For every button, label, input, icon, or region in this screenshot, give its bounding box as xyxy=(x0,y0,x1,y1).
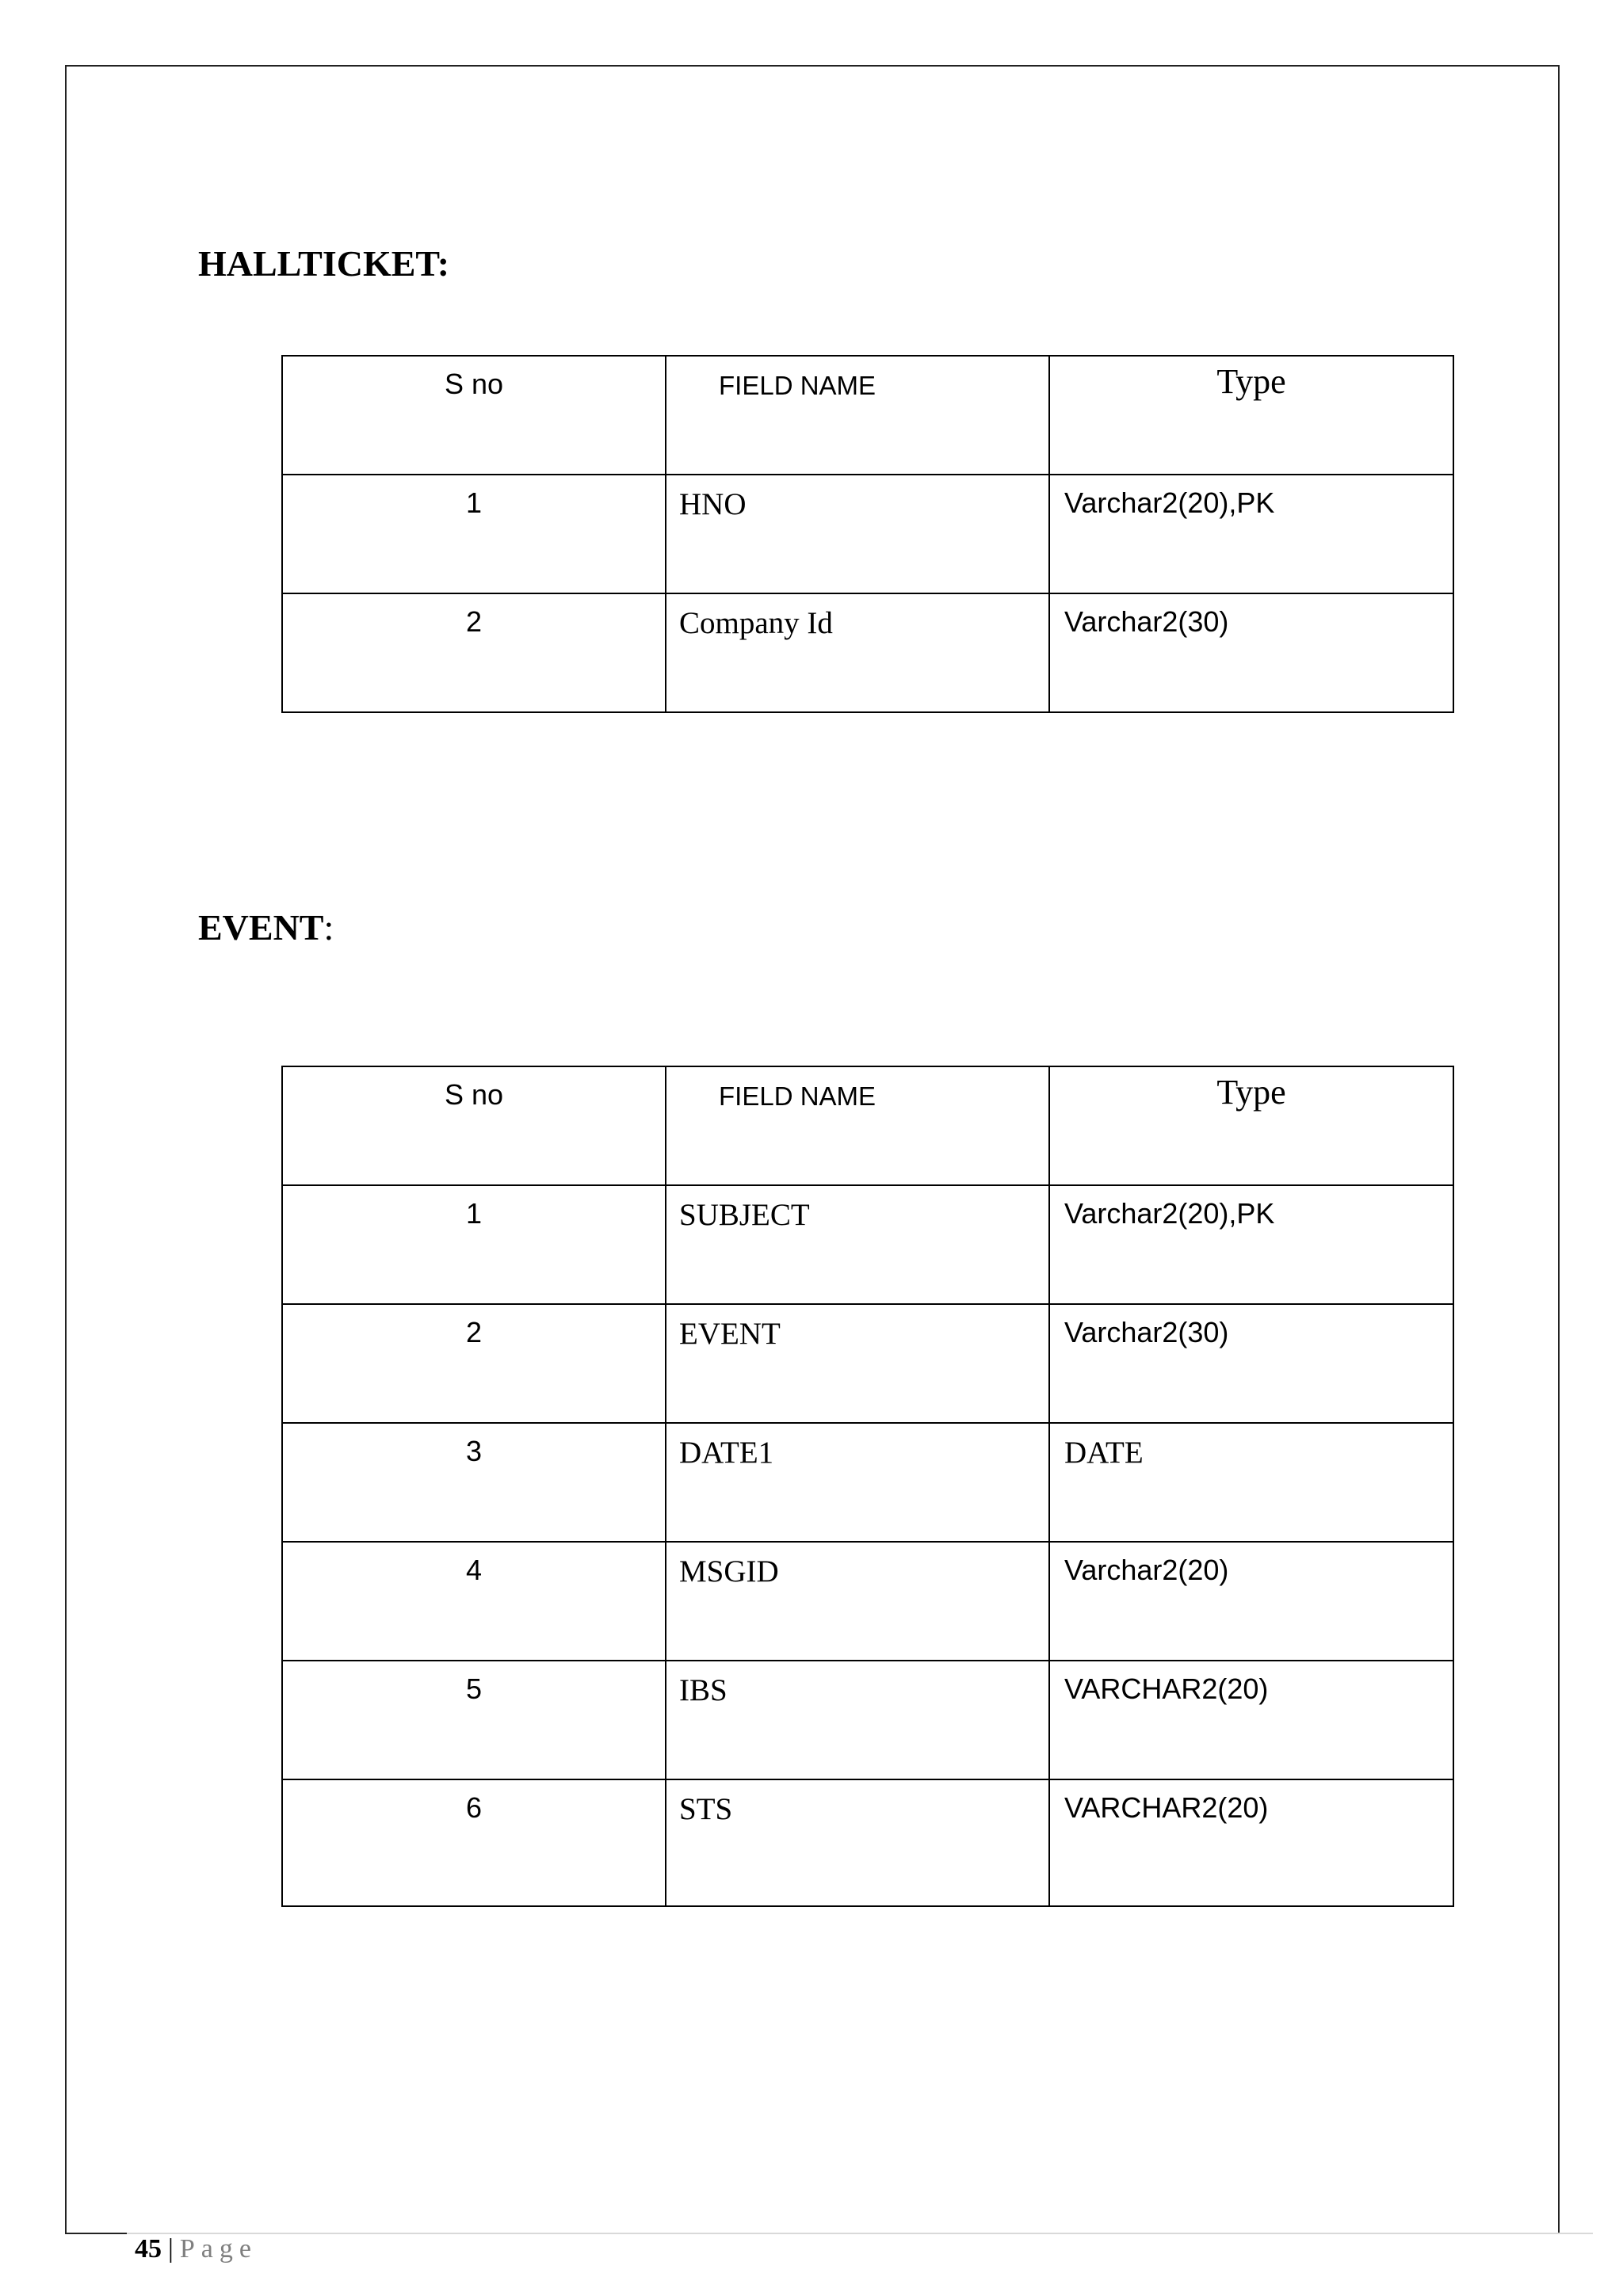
page-number: 45 xyxy=(135,2234,162,2264)
cell-type: Varchar2(20),PK xyxy=(1049,1185,1453,1304)
header-field-name: FIELD NAME xyxy=(666,356,1049,475)
cell-field-name: HNO xyxy=(666,475,1049,593)
table-row xyxy=(282,475,1453,593)
cell-type: Varchar2(20),PK xyxy=(1049,475,1453,593)
table-row xyxy=(282,593,1453,712)
header-field-name: FIELD NAME xyxy=(666,1066,1049,1185)
header-type: Type xyxy=(1049,356,1453,475)
footer-separator: | xyxy=(168,2234,174,2264)
table-row xyxy=(282,1542,1453,1661)
cell-sno: 6 xyxy=(282,1779,666,1906)
cell-sno: 1 xyxy=(282,1185,666,1304)
cell-type: Varchar2(30) xyxy=(1049,593,1453,712)
cell-type: DATE xyxy=(1049,1423,1453,1542)
cell-sno: 5 xyxy=(282,1661,666,1779)
cell-type: Varchar2(30) xyxy=(1049,1304,1453,1423)
cell-field-name: IBS xyxy=(666,1661,1049,1779)
header-sno: S no xyxy=(282,356,666,475)
table-row xyxy=(282,1779,1453,1906)
hallticket-table xyxy=(281,355,1454,713)
heading-text: HALLTICKET xyxy=(198,243,437,284)
cell-sno: 2 xyxy=(282,593,666,712)
cell-field-name: Company Id xyxy=(666,593,1049,712)
header-type: Type xyxy=(1049,1066,1453,1185)
table-header-row xyxy=(282,356,1453,475)
cell-type: VARCHAR2(20) xyxy=(1049,1779,1453,1906)
heading-colon: : xyxy=(323,907,334,948)
section-heading-event xyxy=(198,907,334,948)
table-row xyxy=(282,1661,1453,1779)
event-table xyxy=(281,1066,1454,1907)
cell-sno: 4 xyxy=(282,1542,666,1661)
table-header-row xyxy=(282,1066,1453,1185)
cell-field-name: SUBJECT xyxy=(666,1185,1049,1304)
page-footer xyxy=(135,2234,258,2264)
header-sno: S no xyxy=(282,1066,666,1185)
heading-colon: : xyxy=(437,243,450,284)
cell-field-name: STS xyxy=(666,1779,1049,1906)
table-row xyxy=(282,1185,1453,1304)
page-word: Page xyxy=(179,2234,258,2264)
cell-sno: 2 xyxy=(282,1304,666,1423)
cell-sno: 3 xyxy=(282,1423,666,1542)
cell-field-name: EVENT xyxy=(666,1304,1049,1423)
heading-text: EVENT xyxy=(198,907,324,948)
cell-type: VARCHAR2(20) xyxy=(1049,1661,1453,1779)
cell-field-name: DATE1 xyxy=(666,1423,1049,1542)
section-heading-hallticket xyxy=(198,243,450,284)
cell-type: Varchar2(20) xyxy=(1049,1542,1453,1661)
cell-field-name: MSGID xyxy=(666,1542,1049,1661)
table-row xyxy=(282,1423,1453,1542)
table-row xyxy=(282,1304,1453,1423)
footer-rule xyxy=(127,2233,1593,2234)
cell-sno: 1 xyxy=(282,475,666,593)
